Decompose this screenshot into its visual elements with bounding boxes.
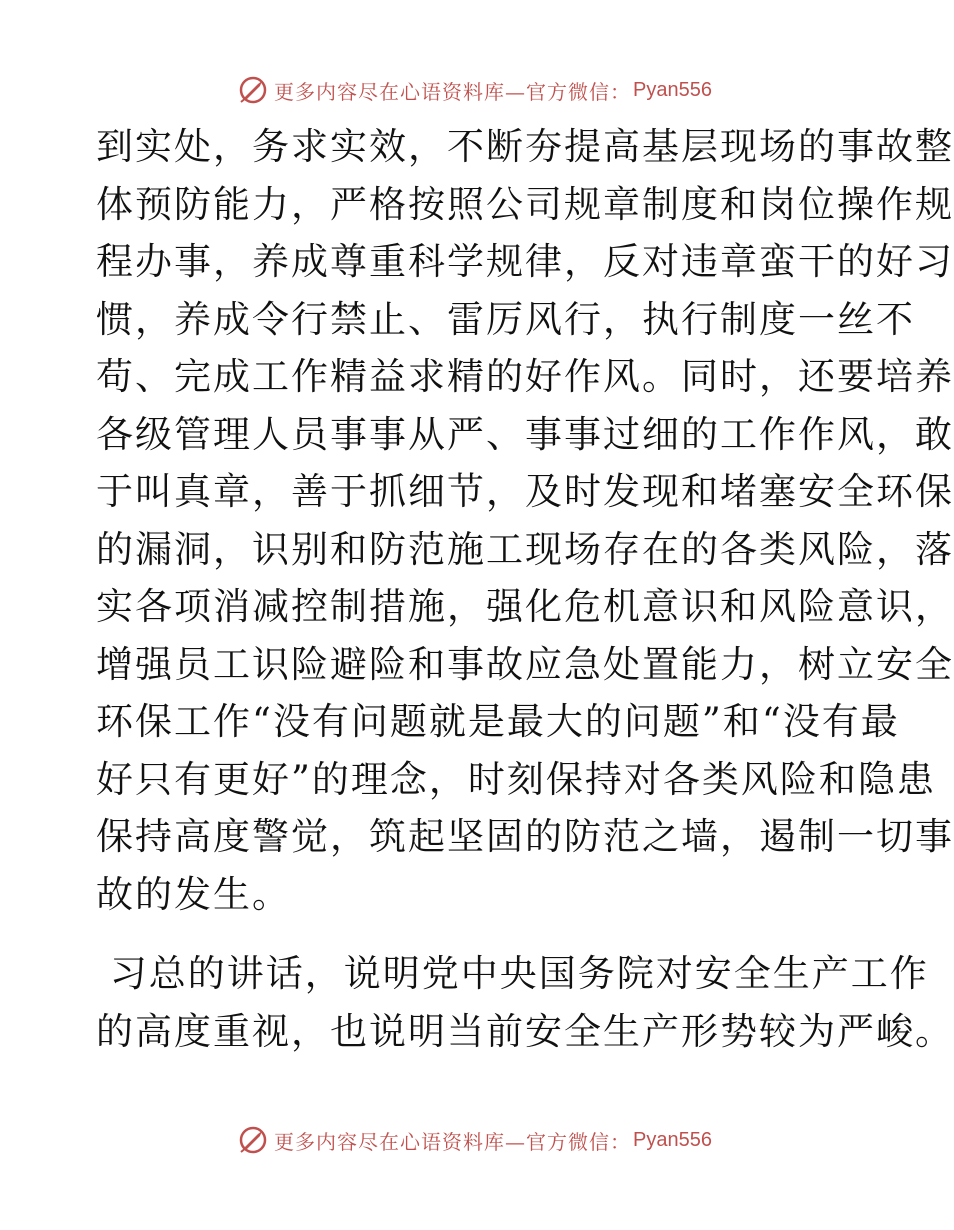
text-line: 各级管理人员事事从严、事事过细的工作作风，敢 bbox=[96, 412, 954, 456]
banner-text: 更多内容尽在心语资料库—官方微信： bbox=[274, 1129, 632, 1154]
text-line: 实各项消减控制措施，强化危机意识和风险意识， bbox=[96, 585, 954, 628]
text-line: 增强员工识险避险和事故应急处置能力，树立安全 bbox=[96, 642, 954, 686]
text-line: 的高度重视，也说明当前安全生产形势较为严峻。 bbox=[96, 1009, 954, 1053]
text-line: 苟、完成工作精益求精的好作风。同时，还要培养 bbox=[96, 355, 954, 398]
text-line: 于叫真章，善于抓细节，及时发现和堵塞安全环保 bbox=[96, 470, 954, 513]
text-line: 体预防能力，严格按照公司规章制度和岗位操作规 bbox=[96, 182, 954, 226]
text-line: 保持高度警觉，筑起坚固的防范之墙，遏制一切事 bbox=[96, 815, 954, 858]
header-banner bbox=[0, 70, 950, 110]
document-body bbox=[96, 118, 954, 1060]
footer-banner bbox=[0, 1120, 950, 1160]
text-line: 到实处，务求实效，不断夯提高基层现场的事故整 bbox=[96, 125, 954, 168]
banner-text: 更多内容尽在心语资料库—官方微信： bbox=[274, 79, 632, 104]
paragraph bbox=[96, 945, 954, 1060]
wechat-id: Pyan556 bbox=[633, 1128, 712, 1151]
paragraph bbox=[96, 118, 954, 923]
text-line: 习总的讲话，说明党中央国务院对安全生产工作 bbox=[96, 952, 929, 995]
text-line: 好只有更好”的理念，时刻保持对各类风险和隐患 bbox=[96, 757, 936, 801]
text-line: 惯，养成令行禁止、雷厉风行，执行制度一丝不 bbox=[96, 297, 915, 341]
quill-circle-icon bbox=[238, 1125, 268, 1155]
text-line: 故的发生。 bbox=[96, 872, 291, 916]
text-line: 程办事，养成尊重科学规律，反对违章蛮干的好习 bbox=[96, 240, 954, 283]
quill-circle-icon bbox=[238, 75, 268, 105]
text-line: 的漏洞，识别和防范施工现场存在的各类风险，落 bbox=[96, 527, 954, 571]
paragraph-gap bbox=[96, 923, 856, 945]
text-line: 环保工作“没有问题就是最大的问题”和“没有最 bbox=[96, 700, 900, 743]
wechat-id: Pyan556 bbox=[633, 78, 712, 101]
